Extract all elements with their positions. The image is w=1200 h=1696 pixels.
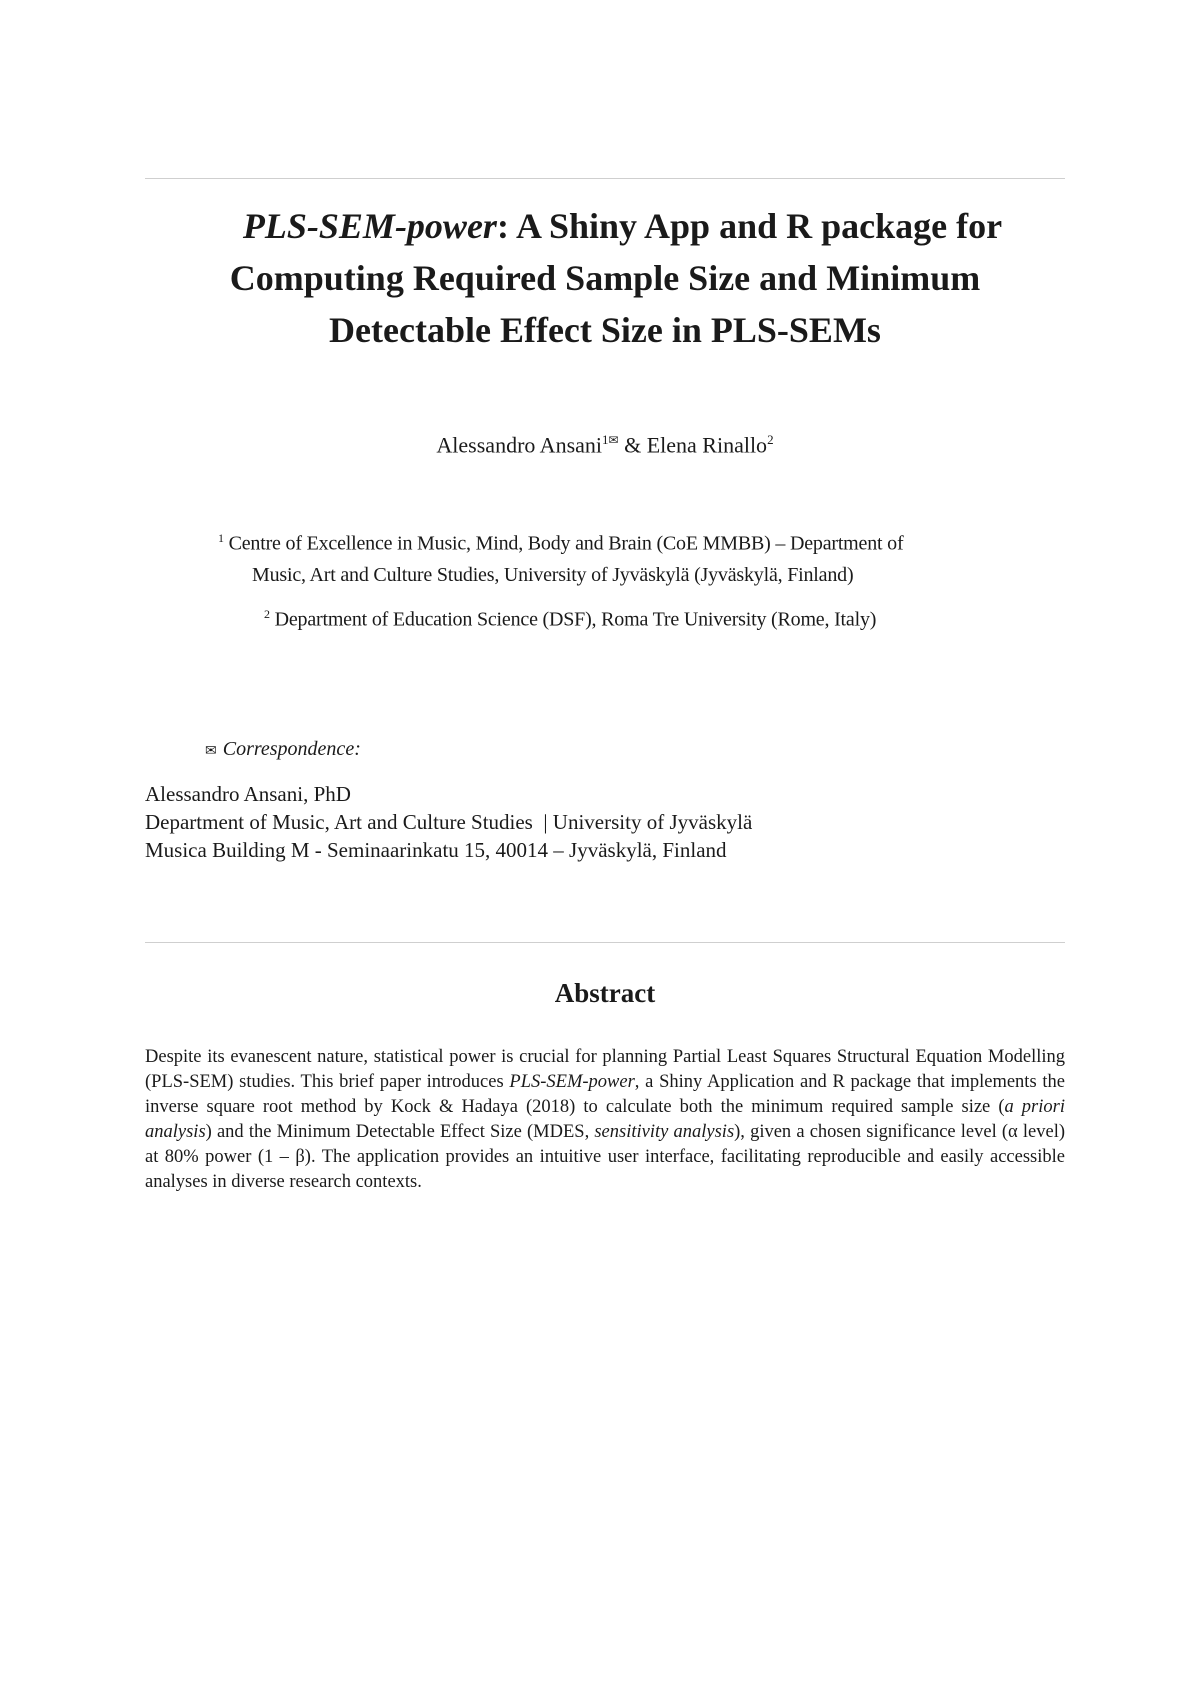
correspondence-name: Alessandro Ansani, PhD <box>145 782 351 806</box>
author-list <box>145 425 1065 460</box>
abstract-a-priori-term: a priori analysis <box>145 1097 1065 1142</box>
abstract-heading: Abstract <box>554 978 656 1008</box>
abstract-text-part-1: Despite its evanescent nature, statistical power is crucial for planning Partial Least Squares Structural Equation Modelling (PLS-SEM) studies. This brief paper introduces <box>145 1047 1065 1092</box>
affiliation-1 <box>218 523 1058 591</box>
title-line-1 <box>145 200 1065 252</box>
paper-title <box>145 200 1065 356</box>
affiliation-2-mark: 2 <box>264 607 270 621</box>
author-1-affiliation-mark: 1 <box>602 432 609 447</box>
correspondence-heading <box>205 738 361 761</box>
author-separator: & <box>618 432 647 458</box>
abstract-sensitivity-term: sensitivity analysis <box>594 1122 735 1142</box>
title-line-1-rest: : A Shiny App and R package for <box>496 206 1003 246</box>
top-divider <box>145 178 1065 179</box>
affiliation-1-mark: 1 <box>218 531 224 545</box>
affiliation-1-line-1: Centre of Excellence in Music, Mind, Body and Brain (CoE MMBB) – Department of <box>223 532 904 555</box>
title-app-name: PLS-SEM-power <box>242 206 497 246</box>
title-line-3: Detectable Effect Size in PLS-SEMs <box>329 310 881 350</box>
author-2-name: Elena Rinallo <box>646 432 768 458</box>
correspondence-address <box>145 780 752 864</box>
correspondence-label: Correspondence: <box>222 738 361 760</box>
affiliation-1-line-2: Music, Art and Culture Studies, University of Jyväskylä (Jyväskylä, Finland) <box>252 563 854 586</box>
author-1-name: Alessandro Ansani <box>436 432 603 458</box>
abstract-text-part-2: , a Shiny Application and R package that implements the inverse square root method by Kock & Hadaya (2018) to calculate both the minimum required sample size ( <box>145 1072 1065 1117</box>
correspondence-street: Musica Building M - Seminaarinkatu 15, 40014 – Jyväskylä, Finland <box>145 838 727 862</box>
affiliation-2 <box>264 599 1104 636</box>
affiliation-2-line-1: Department of Education Science (DSF), Roma Tre University (Rome, Italy) <box>269 608 877 631</box>
abstract-app-name: PLS-SEM-power <box>509 1072 635 1092</box>
title-line-2: Computing Required Sample Size and Minimum <box>229 258 981 298</box>
section-divider <box>145 942 1065 943</box>
correspondence-mail-icon: ✉ <box>608 433 619 447</box>
abstract-body <box>145 1045 1065 1195</box>
author-2-affiliation-mark: 2 <box>767 432 774 447</box>
correspondence-department: Department of Music, Art and Culture Studies | University of Jyväskylä <box>145 810 753 834</box>
envelope-icon: ✉ <box>205 744 217 759</box>
abstract-text-part-3: ) and the Minimum Detectable Effect Size (MDES, <box>205 1122 595 1142</box>
abstract-text-part-4: ), given a chosen significance level (α level) at 80% power (1 – β). The application provides an intuitive user interface, facilitating reproducible and easily accessible analyses in diverse research contexts. <box>145 1122 1066 1192</box>
